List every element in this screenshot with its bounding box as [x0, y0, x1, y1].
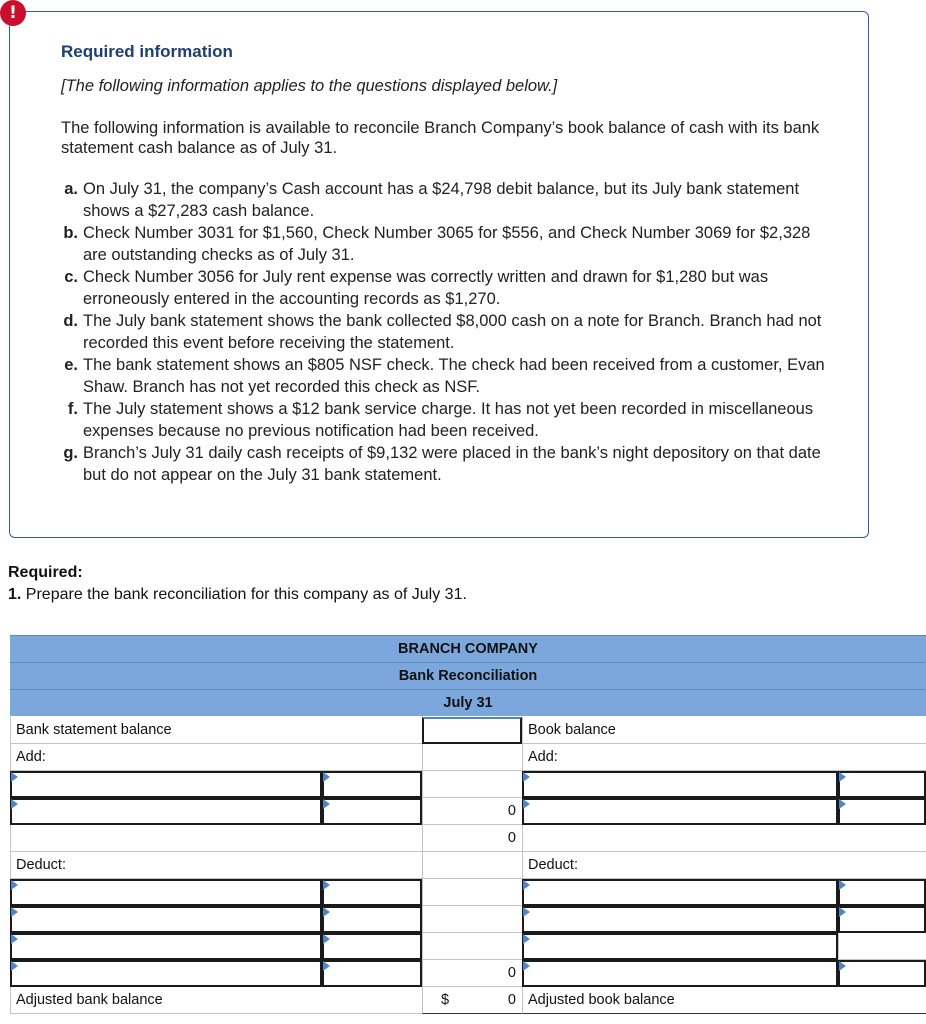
- item-letter: b.: [63, 224, 78, 242]
- book-deduct-description-input-3[interactable]: [522, 933, 838, 960]
- bank-deduct-spacer: [422, 879, 522, 906]
- bank-add-description-input-2[interactable]: [10, 798, 322, 825]
- input-marker-icon: [323, 880, 330, 890]
- input-marker-icon: [523, 934, 530, 944]
- input-marker-icon: [523, 799, 530, 809]
- item-letter: d.: [63, 312, 78, 330]
- bank-deduct-description-input-2[interactable]: [10, 906, 322, 933]
- bank-add-amount-input-1[interactable]: [322, 771, 422, 798]
- bank-deduct-description-input-4[interactable]: [10, 960, 322, 987]
- date-header: July 31: [10, 689, 926, 716]
- book-balance-label: Book balance: [522, 717, 926, 744]
- item-letter: f.: [67, 400, 78, 418]
- input-marker-icon: [323, 799, 330, 809]
- input-marker-icon: [523, 961, 530, 971]
- book-deduct-description-input-1[interactable]: [522, 879, 838, 906]
- item-letter: a.: [64, 180, 78, 198]
- book-add-description-input-1[interactable]: [522, 771, 838, 798]
- input-marker-icon: [323, 772, 330, 782]
- alert-icon: !: [0, 0, 26, 26]
- list-item: [50, 442, 830, 486]
- list-item: [50, 178, 830, 222]
- book-deduct-amount-input-2[interactable]: [838, 906, 926, 933]
- bank-deduct-amount-input-4[interactable]: [322, 960, 422, 987]
- book-deduct-description-input-4[interactable]: [522, 960, 838, 987]
- task-text: Prepare the bank reconciliation for this company as of July 31.: [25, 586, 467, 603]
- item-text: Check Number 3056 for July rent expense was correctly written and drawn for $1,280 but was erroneously entered in the accounting records as $1,270.: [83, 268, 769, 308]
- item-text: The July bank statement shows the bank collected $8,000 cash on a note for Branch. Branch had not recorded this event before receiving the statement.: [83, 312, 822, 352]
- adjusted-book-balance-label: Adjusted book balance: [522, 987, 926, 1014]
- bank-add-spacer: [422, 771, 522, 798]
- item-letter: e.: [64, 356, 78, 374]
- input-marker-icon: [523, 772, 530, 782]
- statement-title-header: Bank Reconciliation: [10, 662, 926, 689]
- bank-deduct-amount-input-1[interactable]: [322, 879, 422, 906]
- bank-deduct-amount-input-2[interactable]: [322, 906, 422, 933]
- input-marker-icon: [323, 934, 330, 944]
- list-item: [50, 266, 830, 310]
- list-item: [50, 310, 830, 354]
- book-deduct-amount-input-1[interactable]: [838, 879, 926, 906]
- bank-deduct-description-input-1[interactable]: [10, 879, 322, 906]
- currency-symbol: $: [441, 992, 450, 1008]
- item-text: The bank statement shows an $805 NSF check. The check had been received from a customer, Evan Shaw. Branch has not yet recorded this check as NSF.: [83, 356, 825, 396]
- input-marker-icon: [523, 907, 530, 917]
- bank-deduct-description-input-3[interactable]: [10, 933, 322, 960]
- list-item: [50, 398, 830, 442]
- book-deduct-description-input-2[interactable]: [522, 906, 838, 933]
- book-add-description-input-2[interactable]: [522, 798, 838, 825]
- adjusted-bank-balance-label: Adjusted bank balance: [10, 987, 422, 1014]
- bank-add-total-spacer: [10, 825, 422, 852]
- required-task: [8, 586, 467, 604]
- bank-statement-balance-label: Bank statement balance: [10, 717, 422, 744]
- list-item: [50, 354, 830, 398]
- company-header: BRANCH COMPANY: [10, 635, 926, 662]
- input-marker-icon: [839, 799, 846, 809]
- bank-deduct-spacer: [422, 852, 522, 879]
- adjusted-bank-balance-value: 0: [507, 992, 516, 1008]
- input-marker-icon: [839, 880, 846, 890]
- book-add-amount-input-2[interactable]: [838, 798, 926, 825]
- bank-add-spacer: [422, 744, 522, 771]
- item-text: The July statement shows a $12 bank service charge. It has not yet been recorded in miscellaneous expenses because no previous notification had been received.: [83, 400, 814, 440]
- list-item: [50, 222, 830, 266]
- book-add-amount-input-1[interactable]: [838, 771, 926, 798]
- required-information-panel: [9, 11, 869, 538]
- input-marker-icon: [323, 907, 330, 917]
- info-items-list: [50, 178, 830, 486]
- bank-reconciliation-table: [10, 635, 926, 1020]
- bank-add-amount-input-2[interactable]: [322, 798, 422, 825]
- bank-add-description-input-1[interactable]: [10, 771, 322, 798]
- input-marker-icon: [11, 799, 18, 809]
- item-text: On July 31, the company’s Cash account has a $24,798 debit balance, but its July bank statement shows a $27,283 cash balance.: [83, 180, 800, 220]
- bank-add-label: Add:: [10, 744, 422, 771]
- input-marker-icon: [839, 772, 846, 782]
- book-deduct-spacer: [838, 933, 926, 960]
- item-letter: c.: [64, 268, 78, 286]
- task-number: 1.: [8, 586, 22, 603]
- input-marker-icon: [839, 907, 846, 917]
- bank-add-subtotal: 0: [422, 798, 522, 825]
- input-marker-icon: [11, 907, 18, 917]
- input-marker-icon: [11, 772, 18, 782]
- bank-deduct-subtotal: 0: [422, 960, 522, 987]
- input-marker-icon: [11, 880, 18, 890]
- book-add-total-spacer: [522, 825, 926, 852]
- info-intro: The following information is available to reconcile Branch Company’s book balance of cash with its bank statement cash balance as of July 31.: [61, 119, 820, 157]
- bank-add-total: 0: [422, 825, 522, 852]
- info-title: Required information: [61, 42, 233, 61]
- book-deduct-label: Deduct:: [522, 852, 926, 879]
- info-note: [The following information applies to the questions displayed below.]: [61, 77, 558, 95]
- input-marker-icon: [839, 961, 846, 971]
- bank-statement-balance-input[interactable]: [422, 717, 522, 744]
- required-label: Required:: [8, 564, 83, 581]
- item-letter: g.: [63, 444, 78, 462]
- input-marker-icon: [11, 934, 18, 944]
- input-marker-icon: [11, 961, 18, 971]
- input-marker-icon: [323, 961, 330, 971]
- book-deduct-amount-input-4[interactable]: [838, 960, 926, 987]
- item-text: Branch’s July 31 daily cash receipts of $9,132 were placed in the bank’s night depository on that date but do not appear on the July 31 bank statement.: [83, 444, 821, 484]
- item-text: Check Number 3031 for $1,560, Check Number 3065 for $556, and Check Number 3069 for $2,328 are outstanding checks as of July 31.: [83, 224, 811, 264]
- bank-deduct-amount-input-3[interactable]: [322, 933, 422, 960]
- book-add-label: Add:: [522, 744, 926, 771]
- adjusted-bank-balance-total: [422, 987, 522, 1014]
- bank-deduct-spacer: [422, 906, 522, 933]
- bank-deduct-spacer: [422, 933, 522, 960]
- input-marker-icon: [523, 880, 530, 890]
- bank-deduct-label: Deduct:: [10, 852, 422, 879]
